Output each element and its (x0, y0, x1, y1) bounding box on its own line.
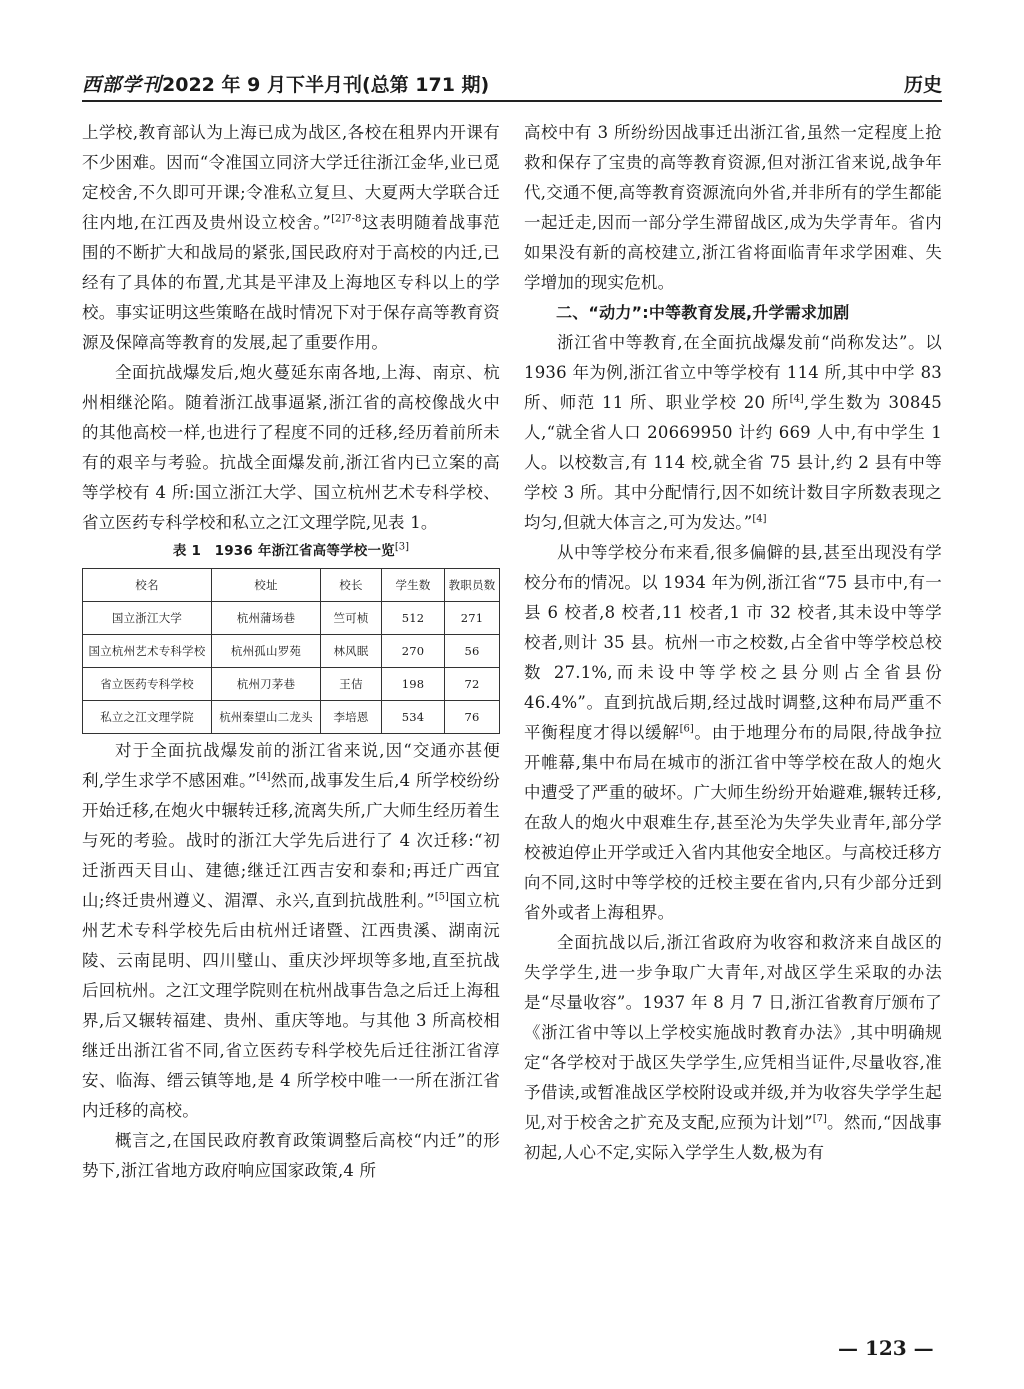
table-row (83, 635, 500, 668)
citation: [4] (256, 771, 271, 783)
table-number: 表 1 (172, 543, 202, 559)
paragraph: 概言之,在国民政府教育政策调整后高校“内迁”的形势下,浙江省地方政府响应国家政策,4 所 (82, 1131, 500, 1180)
paragraph: 全面抗战以后,浙江省政府为收容和救济来自战区的失学学生,进一步争取广大青年,对战区学生采取的办法是“尽量收容”。1937 年 8 月 7 日,浙江省教育厅颁布了《浙江省中等以上学校实施战时教育办法》,其中明确规定“各学校对于战区失学学生,应凭相当证件,尽量收容,准予借读,或暂准战区学校附设或并级,并为收容失学学生起见,对于校舍之扩充及支配,应预为计划”[7]。然而,“因战事初起,人心不定,实际入学学生人数,极为有 (524, 933, 942, 1162)
table-row (83, 701, 500, 734)
table-row (83, 602, 500, 635)
table-cell: 王佶 (321, 668, 382, 701)
table-cell: 271 (445, 602, 500, 635)
table-cell: 270 (382, 635, 445, 668)
table-cell: 李培恩 (321, 701, 382, 734)
table-cell: 国立浙江大学 (83, 602, 212, 635)
table-cell: 私立之江文理学院 (83, 701, 212, 734)
page-number: — 123 — (838, 1336, 934, 1360)
table-cell: 杭州秦望山二龙头 (212, 701, 321, 734)
paragraph: 全面抗战爆发后,炮火蔓延东南各地,上海、南京、杭州相继沦陷。随着浙江战事逼紧,浙江省的高校像战火中的其他高校一样,也进行了程度不同的迁移,经历着前所未有的艰辛与考验。抗战全面爆发前,浙江省内已立案的高等学校有 4 所:国立浙江大学、国立杭州艺术专科学校、省立医药专科学校和私立之江文理学院,见表 1。 (82, 363, 500, 532)
table-cell: 56 (445, 635, 500, 668)
table-cell: 76 (445, 701, 500, 734)
citation: [2]7-8 (331, 213, 362, 225)
table-header-row (83, 569, 500, 602)
table-cell: 省立医药专科学校 (83, 668, 212, 701)
citation: [4] (752, 513, 767, 525)
right-column (524, 118, 942, 1168)
journal-issue-line (82, 70, 489, 97)
header-rule (82, 100, 942, 102)
citation: [7] (812, 1113, 827, 1125)
column-header: 校长 (321, 569, 382, 602)
table-row (83, 668, 500, 701)
column-header: 教职员数 (445, 569, 500, 602)
section-heading: 二、“动力”:中等教育发展,升学需求加剧 (556, 303, 850, 322)
section-label: 历史 (903, 74, 942, 96)
table-cell: 竺可桢 (321, 602, 382, 635)
table-cell: 林风眠 (321, 635, 382, 668)
paragraph: 从中等学校分布来看,很多偏僻的县,甚至出现没有学校分布的情况。以 1934 年为例,浙江省“75 县市中,有一县 6 校者,8 校者,11 校者,1 市 32 校者,其未设中等学校者,则计 35 县。杭州一市之校数,占全省中等学校总校数 27.1%,而未设中等学校之县分则占全省县份 46.4%”。直到抗战后期,经过战时调整,这种布局严重不平衡程度才得以缓解[6]。由于地理分布的局限,待战争拉开帷幕,集中布局在城市的浙江省中等学校在敌人的炮火中遭受了严重的破坏。广大师生纷纷开始避难,辗转迁移,在敌人的炮火中艰难生存,甚至沦为失学失业青年,部分学校被迫停止开学或迁入省内其他安全地区。与高校迁移方向不同,这时中等学校的迁校主要在省内,只有少部分迁到省外或者上海租界。 (524, 543, 942, 922)
issue-text: 2022 年 9 月下半月刊(总第 171 期) (162, 74, 490, 96)
table-cell: 512 (382, 602, 445, 635)
citation: [4] (789, 393, 804, 405)
table-cell: 国立杭州艺术专科学校 (83, 635, 212, 668)
table-title: 1936 年浙江省高等学校一览 (214, 543, 395, 559)
column-header: 校址 (212, 569, 321, 602)
left-column (82, 118, 500, 1186)
table-cell: 杭州蒲场巷 (212, 602, 321, 635)
citation: [3] (394, 541, 410, 553)
paragraph: 高校中有 3 所纷纷因战事迁出浙江省,虽然一定程度上抢救和保存了宝贵的高等教育资源,但对浙江省来说,战争年代,交通不便,高等教育资源流向外省,并非所有的学生都能一起迁走,因而一部分学生滞留战区,成为失学青年。省内如果没有新的高校建立,浙江省将面临青年求学困难、失学增加的现实危机。 (524, 123, 942, 292)
column-header: 校名 (83, 569, 212, 602)
journal-logo: 西部学刊 (82, 74, 163, 96)
table-cell: 198 (382, 668, 445, 701)
universities-table (82, 568, 500, 734)
paragraph: 浙江省中等教育,在全面抗战爆发前“尚称发达”。以 1936 年为例,浙江省立中等学校有 114 所,其中中学 83 所、师范 11 所、职业学校 20 所[4],学生数为 30845 人,“就全省人口 20669950 计约 669 人中,有中学生 1 人。以校数言,有 114 校,就全省 75 县计,约 2 县有中等学校 3 所。其中分配情行,因不如统计数目字所数表现之均匀,但就大体言之,可为发达。”[4] (524, 333, 942, 532)
table-cell: 杭州孤山罗苑 (212, 635, 321, 668)
table-cell: 杭州刀茅巷 (212, 668, 321, 701)
running-header (82, 66, 942, 100)
paragraph: 对于全面抗战爆发前的浙江省来说,因“交通亦甚便利,学生求学不感困难。”[4]然而,战事发生后,4 所学校纷纷开始迁移,在炮火中辗转迁移,流离失所,广大师生经历着生与死的考验。战时的浙江大学先后进行了 4 次迁移:“初迁浙西天目山、建德;继迁江西吉安和泰和;再迁广西宜山;终迁贵州遵义、湄潭、永兴,直到抗战胜利。”[5]国立杭州艺术专科学校先后由杭州迁诸暨、江西贵溪、湖南沅陵、云南昆明、四川璧山、重庆沙坪坝等多地,直至抗战后回杭州。之江文理学院则在杭州战事告急之后迁上海租界,后又辗转福建、贵州、重庆等地。与其他 3 所高校相继迁出浙江省不同,省立医药专科学校先后迁往浙江省淳安、临海、缙云镇等地,是 4 所学校中唯一一所在浙江省内迁移的高校。 (82, 741, 500, 1120)
paragraph: 上学校,教育部认为上海已成为战区,各校在租界内开课有不少困难。因而“令准国立同济大学迁往浙江金华,业已觅定校舍,不久即可开课;令准私立复旦、大夏两大学联合迁往内地,在江西及贵州设立校舍。”$^{[2]7-8}$这表明随着战事范围的不断扩大和战局的紧张,国民政府对于高校的内迁,已经有了具体的布置,尤其是平津及上海地区专科以上的学校。事实证明这些策略在战时情况下对于保存高等教育资源及保障高等教育的发展,起了重要作用。 (82, 123, 500, 352)
citation: [5] (434, 891, 449, 903)
table-cell: 534 (382, 701, 445, 734)
table-caption (82, 540, 500, 562)
citation: [6] (679, 723, 694, 735)
column-header: 学生数 (382, 569, 445, 602)
table-cell: 72 (445, 668, 500, 701)
